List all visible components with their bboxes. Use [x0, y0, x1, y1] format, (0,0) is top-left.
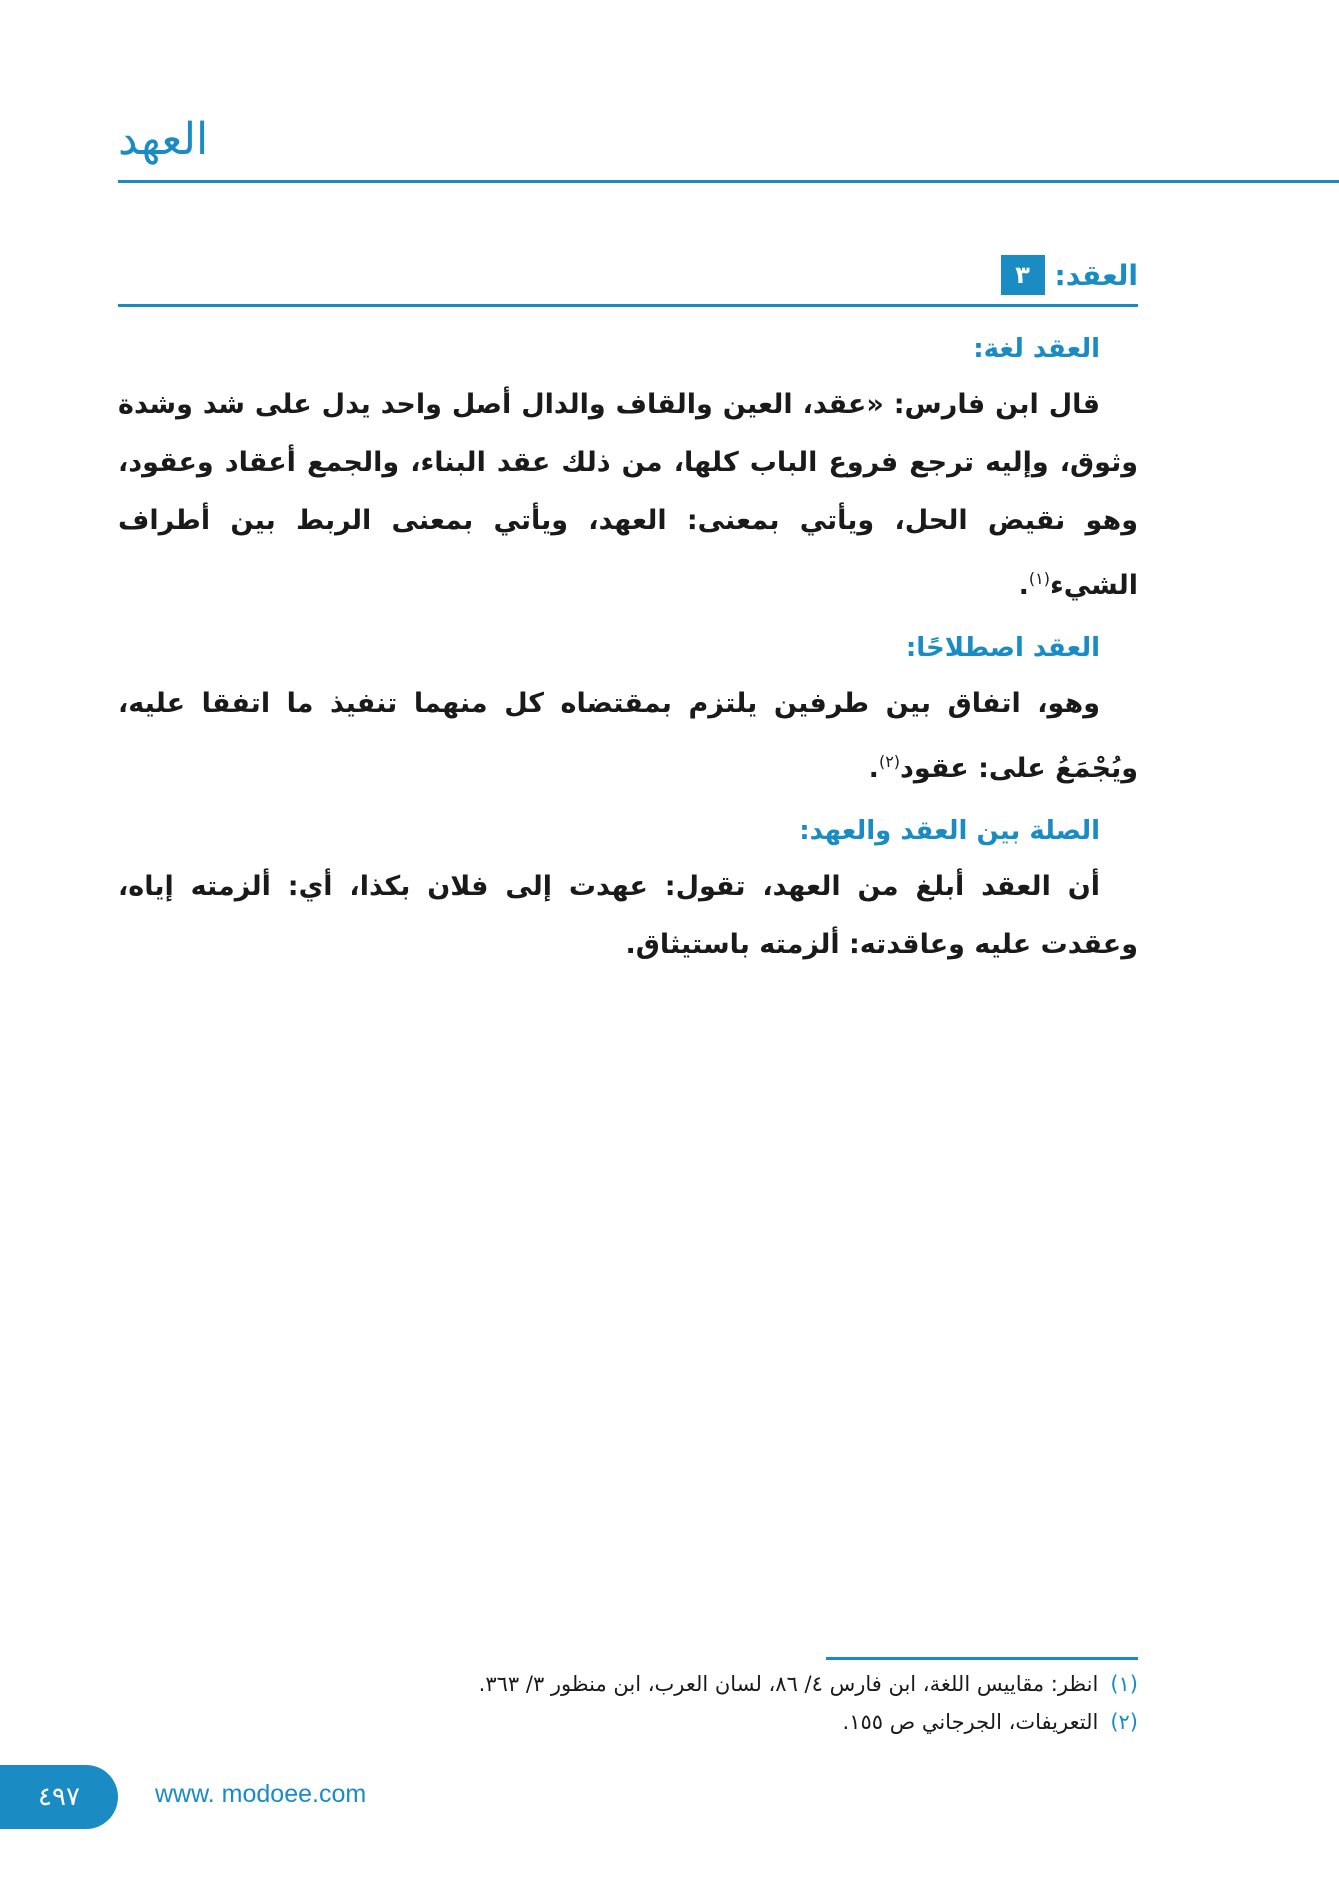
main-content [118, 322, 1138, 980]
footnote-item [238, 1703, 1138, 1741]
header-divider [118, 180, 1339, 183]
lexical-end: . [1018, 570, 1029, 601]
footnote-text: التعريفات، الجرجاني ص ١٥٥. [842, 1710, 1099, 1734]
technical-end: . [868, 753, 879, 784]
footnote-number: (١) [1110, 1672, 1138, 1696]
lexical-text: قال ابن فارس: «عقد، العين والقاف والدال أصل واحد يدل على شد وشدة وثوق، وإليه ترجع فروع الباب كلها، من ذلك عقد البناء، والجمع أعقاد وعقود، وهو نقيض الحل، ويأتي بمعنى: العهد، ويأتي بمعنى الربط بين أطراف الشيء [118, 389, 1138, 601]
relation-paragraph: أن العقد أبلغ من العهد، تقول: عهدت إلى فلان بكذا، أي: ألزمته إياه، وعقدت عليه وعاقدته: ألزمته باستيثاق. [118, 871, 1138, 960]
footnotes [238, 1665, 1138, 1741]
footnote-ref-1[interactable]: (١) [1028, 569, 1050, 588]
footnote-divider [826, 1657, 1138, 1660]
footnote-number: (٢) [1110, 1710, 1138, 1734]
section-label: العقد: [1054, 258, 1138, 292]
relation-heading: الصلة بين العقد والعهد: [799, 816, 1100, 846]
section-heading [1001, 255, 1138, 295]
footnote-item [238, 1665, 1138, 1703]
section-number-badge: ٣ [1001, 255, 1045, 295]
section-divider [118, 304, 1138, 307]
technical-heading: العقد اصطلاحًا: [905, 633, 1100, 663]
page-title: العهد [118, 114, 209, 165]
footnote-ref-2[interactable]: (٢) [878, 752, 901, 771]
footnote-text: انظر: مقاييس اللغة، ابن فارس ٤/ ٨٦، لسان العرب، ابن منظور ٣/ ٣٦٣. [478, 1672, 1099, 1696]
lexical-heading: العقد لغة: [973, 334, 1100, 364]
technical-text: وهو، اتفاق بين طرفين يلتزم بمقتضاه كل منهما تنفيذ ما اتفقا عليه، ويُجْمَعُ على: عقود [118, 688, 1138, 784]
page-number-tab: ٤٩٧ [0, 1765, 118, 1829]
technical-paragraph [118, 675, 1138, 798]
lexical-paragraph [118, 376, 1138, 615]
site-url[interactable]: www. modoee.com [155, 1780, 367, 1808]
